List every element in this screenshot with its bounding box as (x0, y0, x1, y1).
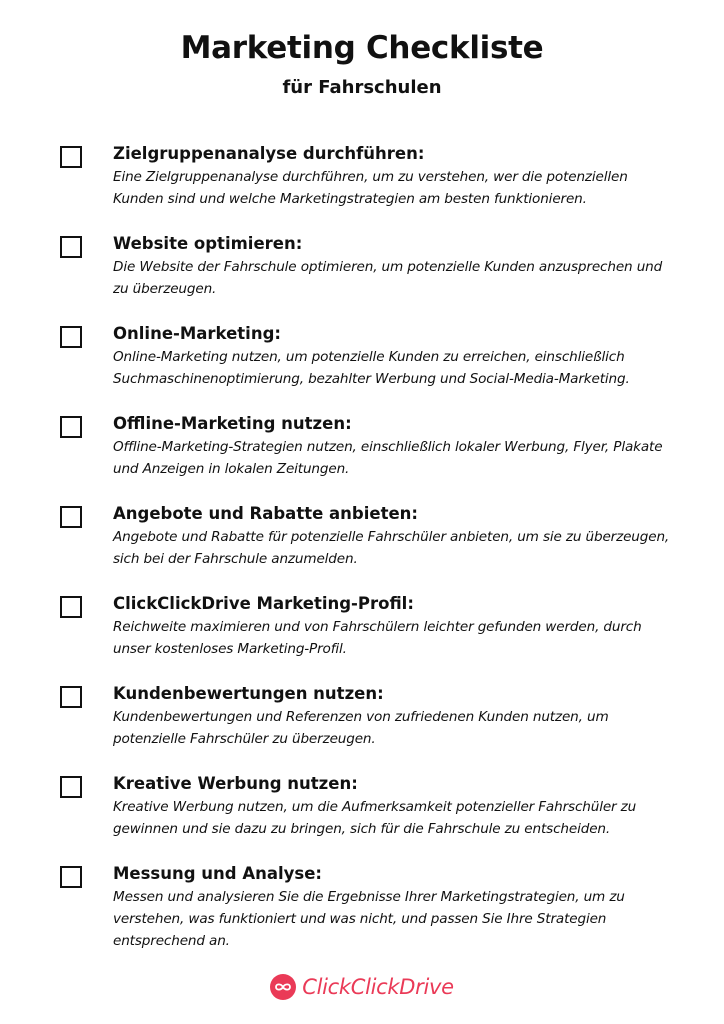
item-description: Offline-Marketing-Strategien nutzen, einschließlich lokaler Werbung, Flyer, Plakate und Anzeigen in lokalen Zeitungen. (113, 439, 663, 477)
checkbox[interactable] (60, 776, 82, 798)
checkbox[interactable] (60, 236, 82, 258)
item-title: Website optimieren: (113, 234, 303, 253)
checklist-item-angebote (0, 504, 724, 594)
item-title: Offline-Marketing nutzen: (113, 414, 352, 433)
checklist-item-website (0, 234, 724, 324)
checkbox[interactable] (60, 416, 82, 438)
checklist (0, 144, 724, 954)
item-title: Kreative Werbung nutzen: (113, 774, 358, 793)
item-description: Online-Marketing nutzen, um potenzielle Kunden zu erreichen, einschließlich Suchmaschinenoptimierung, bezahlter Werbung und Social-Media-Marketing. (113, 349, 630, 387)
checklist-item-zielgruppenanalyse (0, 144, 724, 234)
checkbox[interactable] (60, 686, 82, 708)
checkbox[interactable] (60, 326, 82, 348)
brand-name: ClickClickDrive (302, 975, 454, 999)
checkbox[interactable] (60, 596, 82, 618)
page-subtitle: für Fahrschulen (282, 77, 442, 98)
checklist-item-kundenbewertungen (0, 684, 724, 774)
item-description: Die Website der Fahrschule optimieren, um potenzielle Kunden anzusprechen und zu überzeugen. (113, 259, 663, 297)
brand-logo (0, 974, 724, 1000)
checkbox[interactable] (60, 146, 82, 168)
checklist-item-messung (0, 864, 724, 954)
item-title: Angebote und Rabatte anbieten: (113, 504, 418, 523)
checkbox[interactable] (60, 866, 82, 888)
checklist-item-kreative-werbung (0, 774, 724, 864)
item-description: Eine Zielgruppenanalyse durchführen, um zu verstehen, wer die potenziellen Kunden sind und welche Marketingstrategien am besten funktionieren. (113, 169, 628, 207)
page-title: Marketing Checkliste (180, 30, 544, 66)
checklist-item-offline-marketing (0, 414, 724, 504)
item-description: Angebote und Rabatte für potenzielle Fahrschüler anbieten, um sie zu überzeugen, sich bei der Fahrschule anzumelden. (113, 529, 670, 567)
item-description: Kundenbewertungen und Referenzen von zufriedenen Kunden nutzen, um potenzielle Fahrschüler zu überzeugen. (113, 709, 609, 747)
item-description: Kreative Werbung nutzen, um die Aufmerksamkeit potenzieller Fahrschüler zu gewinnen und sie dazu zu bringen, sich für die Fahrschule zu entscheiden. (113, 799, 637, 837)
item-title: Kundenbewertungen nutzen: (113, 684, 384, 703)
item-title: Online-Marketing: (113, 324, 281, 343)
item-title: ClickClickDrive Marketing-Profil: (113, 594, 414, 613)
checklist-item-online-marketing (0, 324, 724, 414)
item-description: Reichweite maximieren und von Fahrschülern leichter gefunden werden, durch unser kostenloses Marketing-Profil. (113, 619, 642, 657)
checkbox[interactable] (60, 506, 82, 528)
item-title: Zielgruppenanalyse durchführen: (113, 144, 425, 163)
item-title: Messung und Analyse: (113, 864, 323, 883)
item-description: Messen und analysieren Sie die Ergebnisse Ihrer Marketingstrategien, um zu verstehen, was funktioniert und was nicht, und passen Sie Ihre Strategien entsprechend an. (113, 889, 625, 949)
checklist-item-marketing-profil (0, 594, 724, 684)
infinity-logo-icon (270, 974, 296, 1000)
